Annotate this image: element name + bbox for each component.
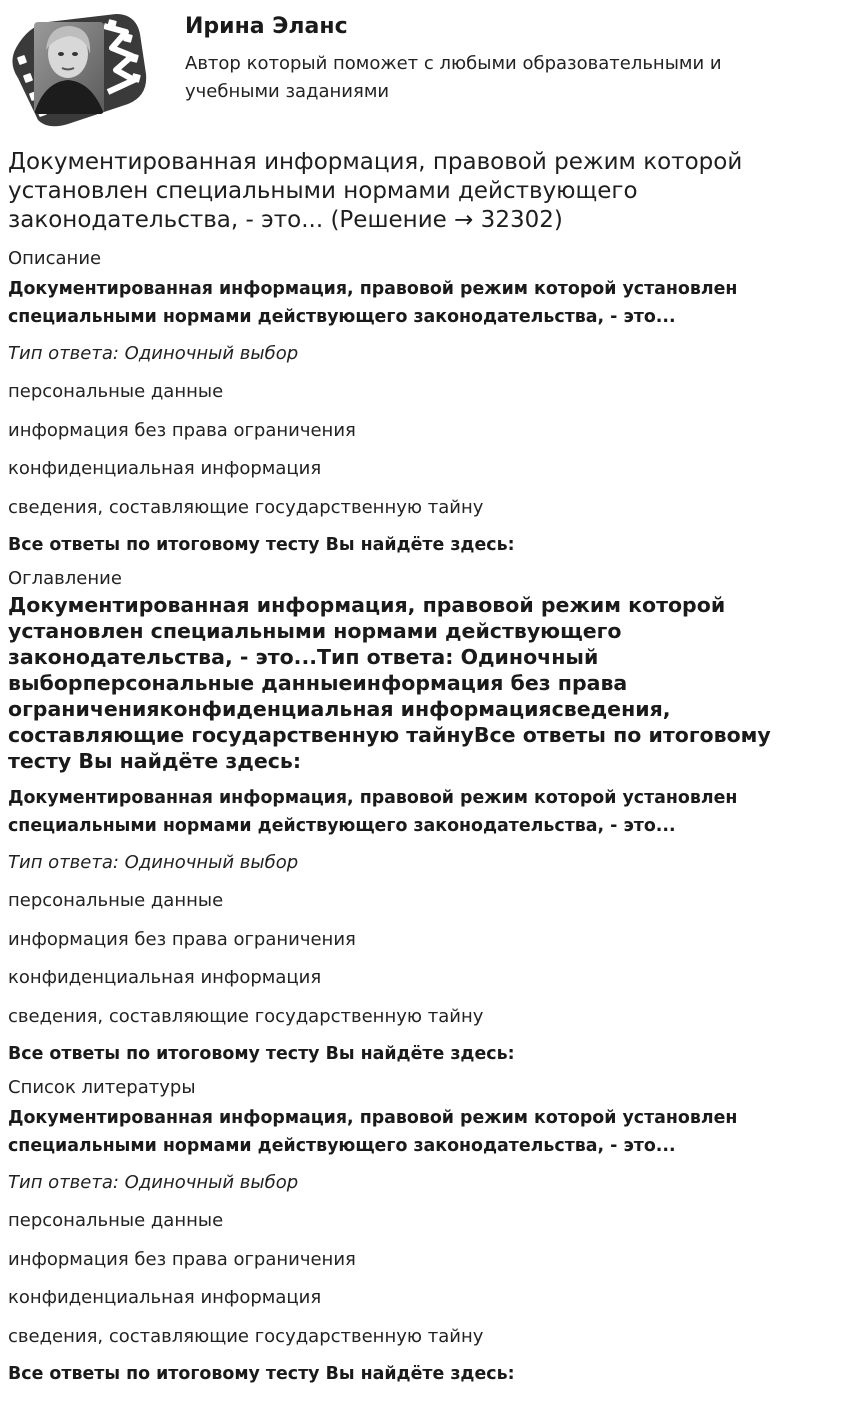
- page-title: Документированная информация, правовой режим которой установлен специальными нормами действующего законодательства, - это... (Решение → 32302): [8, 149, 743, 233]
- author-card: [8, 8, 838, 128]
- all-answers-note: Все ответы по итоговому тесту Вы найдёте здесь:: [8, 1364, 515, 1384]
- section-label-description: Описание: [8, 248, 102, 269]
- answer-option: персональные данные: [8, 890, 224, 911]
- author-description: Автор который поможет с любыми образовательными и учебными заданиями: [185, 53, 722, 102]
- answer-option: информация без права ограничения: [8, 420, 356, 441]
- answer-option: информация без права ограничения: [8, 929, 356, 950]
- answer-option: конфиденциальная информация: [8, 967, 322, 988]
- answer-option: конфиденциальная информация: [8, 458, 322, 479]
- all-answers-note: Все ответы по итоговому тесту Вы найдёте здесь:: [8, 1044, 515, 1064]
- answer-type: Тип ответа: Одиночный выбор: [8, 852, 299, 873]
- section-label-toc: Оглавление: [8, 568, 122, 589]
- author-name: Ирина Эланс: [185, 14, 348, 39]
- question-text: Документированная информация, правовой режим которой установлен специальными нормами действующего законодательства, - это...: [8, 279, 738, 327]
- question-text: Документированная информация, правовой режим которой установлен специальными нормами действующего законодательства, - это...: [8, 1108, 738, 1156]
- toc-text: Документированная информация, правовой режим которой установлен специальными нормами действующего законодательства, - это...Тип ответа: Одиночный выборперсональные данныеинформация без права ограниченияконфиденциальная информациясведения, составляющие государственную тайнуВсе ответы по итоговому тесту Вы найдёте здесь:: [8, 593, 771, 773]
- answer-option: сведения, составляющие государственную тайну: [8, 1326, 484, 1347]
- question-text: Документированная информация, правовой режим которой установлен специальными нормами действующего законодательства, - это...: [8, 788, 738, 836]
- answer-option: конфиденциальная информация: [8, 1287, 322, 1308]
- main-content: [8, 148, 840, 1388]
- answer-option: сведения, составляющие государственную тайну: [8, 497, 484, 518]
- answer-option: информация без права ограничения: [8, 1249, 356, 1270]
- answer-option: персональные данные: [8, 381, 224, 402]
- answer-option: персональные данные: [8, 1210, 224, 1231]
- section-label-literature: Список литературы: [8, 1077, 196, 1098]
- answer-type: Тип ответа: Одиночный выбор: [8, 343, 299, 364]
- all-answers-note: Все ответы по итоговому тесту Вы найдёте здесь:: [8, 535, 515, 555]
- answer-option: сведения, составляющие государственную тайну: [8, 1006, 484, 1027]
- author-avatar: [8, 8, 150, 128]
- answer-type: Тип ответа: Одиночный выбор: [8, 1172, 299, 1193]
